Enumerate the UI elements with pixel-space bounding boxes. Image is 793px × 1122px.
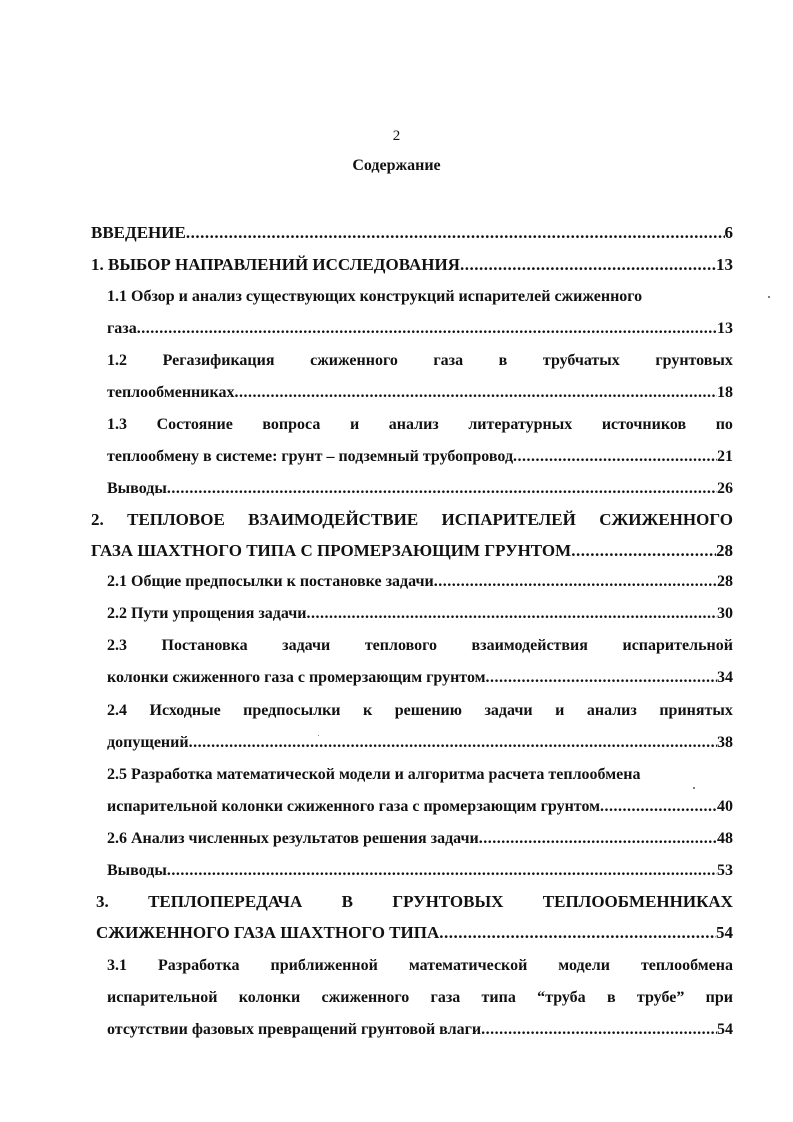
toc-word: Разработка bbox=[158, 957, 240, 974]
toc-entry-chapter-2-line-2 bbox=[91, 539, 733, 563]
scan-speck bbox=[318, 735, 319, 736]
toc-word: к bbox=[363, 702, 373, 719]
toc-entry-chapter-1 bbox=[91, 253, 733, 277]
toc-entry-2-3-line-2 bbox=[107, 666, 733, 690]
toc-dot-leader bbox=[513, 445, 717, 469]
toc-entry-title: 2.1 Общие предпосылки к постановке задачи bbox=[107, 573, 434, 590]
toc-entry-1-1-line-1 bbox=[107, 285, 733, 309]
toc-word: трубчатых bbox=[542, 352, 620, 369]
toc-word: теплообмена bbox=[640, 957, 733, 974]
toc-dot-leader bbox=[167, 477, 717, 501]
toc-word: ТЕПЛОВОЕ bbox=[127, 510, 225, 529]
toc-word: теплового bbox=[364, 637, 437, 654]
toc-page-number: 53 bbox=[717, 862, 733, 879]
toc-word: сжиженного bbox=[321, 989, 410, 1006]
toc-word: предпосылки bbox=[243, 702, 341, 719]
toc-page-number: 28 bbox=[716, 541, 733, 560]
toc-dot-leader bbox=[460, 253, 716, 277]
toc-word: решению bbox=[394, 702, 462, 719]
toc-entry-1-1-line-2 bbox=[107, 317, 733, 341]
toc-entry-1-2-line-1 bbox=[107, 349, 733, 373]
toc-word: 2. bbox=[91, 510, 104, 529]
toc-page-number: 13 bbox=[717, 320, 733, 337]
toc-entry-title: 1. ВЫБОР НАПРАВЛЕНИЙ ИССЛЕДОВАНИЯ bbox=[91, 255, 460, 274]
toc-word: источников bbox=[601, 416, 687, 433]
toc-word: Постановка bbox=[161, 637, 248, 654]
toc-entry-2-5-line-2 bbox=[107, 795, 733, 819]
toc-page-number: 34 bbox=[717, 669, 733, 686]
toc-word: ИСПАРИТЕЛЕЙ bbox=[441, 510, 576, 529]
toc-word: СЖИЖЕННОГО bbox=[599, 510, 733, 529]
toc-word: анализ bbox=[388, 416, 439, 433]
toc-dot-leader bbox=[481, 1018, 717, 1042]
toc-entry-title: колонки сжиженного газа с промерзающим грунтом bbox=[107, 669, 486, 686]
toc-page-number: 6 bbox=[724, 223, 733, 242]
toc-word: в bbox=[498, 352, 508, 369]
toc-dot-leader bbox=[486, 666, 717, 690]
toc-entry-1-2-line-2 bbox=[107, 381, 733, 405]
toc-word: задачи bbox=[282, 637, 331, 654]
toc-entry-2-1 bbox=[107, 570, 733, 594]
toc-entry-title: отсутствии фазовых превращений грунтовой влаги bbox=[107, 1021, 482, 1038]
toc-word: Исходные bbox=[149, 702, 221, 719]
toc-entry-1-3-line-1 bbox=[107, 413, 733, 437]
toc-entry-2-2 bbox=[107, 602, 733, 626]
toc-page-number: 30 bbox=[717, 605, 733, 622]
toc-entry-title: ГАЗА ШАХТНОГО ТИПА С ПРОМЕРЗАЮЩИМ ГРУНТОМ bbox=[91, 541, 572, 560]
toc-word: вопроса bbox=[262, 416, 321, 433]
toc-page-number: 38 bbox=[717, 734, 733, 751]
toc-word: 3. bbox=[96, 892, 109, 911]
toc-entry-1-3-line-2 bbox=[107, 445, 733, 469]
toc-word: взаимодействия bbox=[471, 637, 588, 654]
toc-word: испарительной bbox=[107, 989, 218, 1006]
toc-entry-title: Выводы bbox=[107, 862, 167, 879]
page-title: Содержание bbox=[352, 157, 441, 174]
toc-page-number: 26 bbox=[717, 480, 733, 497]
toc-word: литературных bbox=[468, 416, 573, 433]
toc-dot-leader bbox=[167, 859, 717, 883]
toc-page-number: 28 bbox=[717, 573, 733, 590]
toc-entry-title: испарительной колонки сжиженного газа с промерзающим грунтом bbox=[107, 798, 601, 815]
toc-entry-2-4-line-1 bbox=[107, 699, 733, 723]
toc-dot-leader bbox=[439, 921, 716, 945]
toc-page-number: 40 bbox=[717, 798, 733, 815]
toc-word: Состояние bbox=[156, 416, 233, 433]
toc-word: “труба bbox=[537, 989, 586, 1006]
toc-word: 1.2 bbox=[107, 352, 127, 369]
toc-word: анализ bbox=[586, 702, 637, 719]
toc-entry-title: допущений bbox=[107, 734, 189, 751]
toc-page-number: 54 bbox=[717, 1021, 733, 1038]
toc-entry-title: СЖИЖЕННОГО ГАЗА ШАХТНОГО ТИПА bbox=[96, 923, 440, 942]
toc-entry-chapter-3-line-2 bbox=[96, 921, 733, 945]
toc-entry-title: теплообменниках bbox=[107, 384, 235, 401]
toc-entry-3-1-line-2 bbox=[107, 986, 733, 1010]
toc-word: газа bbox=[430, 989, 461, 1006]
toc-dot-leader bbox=[189, 731, 717, 755]
toc-word: при bbox=[705, 989, 733, 1006]
toc-word: задачи bbox=[484, 702, 533, 719]
toc-word: 2.3 bbox=[107, 637, 127, 654]
toc-entry-chapter-2-line-1 bbox=[91, 508, 733, 532]
toc-entry-3-1-line-1 bbox=[107, 954, 733, 978]
toc-entry-title: газа bbox=[107, 320, 137, 337]
toc-word: В bbox=[341, 892, 353, 911]
toc-entry-intro bbox=[91, 221, 733, 245]
toc-word: типа bbox=[481, 989, 516, 1006]
toc-word: грунтовых bbox=[655, 352, 733, 369]
toc-page-number: 13 bbox=[716, 255, 733, 274]
toc-word: Регазификация bbox=[162, 352, 275, 369]
toc-dot-leader bbox=[571, 539, 716, 563]
toc-word: ТЕПЛООБМЕННИКАХ bbox=[542, 892, 733, 911]
toc-entry-title: 1.1 Обзор и анализ существующих конструкций испарителей сжиженного bbox=[107, 288, 643, 305]
toc-word: ГРУНТОВЫХ bbox=[392, 892, 504, 911]
toc-entry-title: теплообмену в системе: грунт – подземный трубопровод bbox=[107, 448, 514, 465]
toc-word: в bbox=[606, 989, 616, 1006]
toc-word: трубе” bbox=[636, 989, 685, 1006]
toc-word: модели bbox=[558, 957, 610, 974]
scan-speck bbox=[693, 787, 695, 789]
toc-word: и bbox=[349, 416, 360, 433]
toc-word: приближенной bbox=[270, 957, 378, 974]
toc-word: испарительной bbox=[622, 637, 733, 654]
toc-word: 1.3 bbox=[107, 416, 127, 433]
toc-word: принятых bbox=[659, 702, 733, 719]
toc-word: по bbox=[715, 416, 733, 433]
toc-word: ВЗАИМОДЕЙСТВИЕ bbox=[248, 510, 419, 529]
toc-entry-2-3-line-1 bbox=[107, 634, 733, 658]
toc-page-number: 54 bbox=[716, 923, 733, 942]
toc-dot-leader bbox=[186, 221, 725, 245]
toc-word: колонки bbox=[238, 989, 301, 1006]
toc-dot-leader bbox=[600, 795, 717, 819]
toc-entry-3-1-line-3 bbox=[107, 1018, 733, 1042]
toc-entry-chapter-1-conclusions bbox=[107, 477, 733, 501]
toc-entry-2-6 bbox=[107, 827, 733, 851]
toc-dot-leader bbox=[434, 570, 717, 594]
toc-entry-2-4-line-2 bbox=[107, 731, 733, 755]
toc-entry-title: ВВЕДЕНИЕ bbox=[91, 223, 186, 242]
toc-entry-chapter-3-line-1 bbox=[96, 890, 733, 914]
toc-word: ТЕПЛОПЕРЕДАЧА bbox=[148, 892, 303, 911]
toc-page-number: 21 bbox=[717, 448, 733, 465]
toc-entry-title: Выводы bbox=[107, 480, 167, 497]
toc-dot-leader bbox=[137, 317, 717, 341]
toc-word: 2.4 bbox=[107, 702, 127, 719]
toc-entry-title: 2.6 Анализ численных результатов решения задачи bbox=[107, 830, 479, 847]
toc-entry-title: 2.2 Пути упрощения задачи bbox=[107, 605, 307, 622]
scan-speck bbox=[768, 296, 770, 298]
toc-dot-leader bbox=[234, 381, 717, 405]
toc-word: сжиженного bbox=[310, 352, 398, 369]
page-number: 2 bbox=[392, 128, 401, 144]
toc-page-number: 48 bbox=[717, 830, 733, 847]
toc-dot-leader bbox=[479, 827, 717, 851]
toc-entry-chapter-2-conclusions bbox=[107, 859, 733, 883]
toc-word: и bbox=[555, 702, 565, 719]
toc-word: математической bbox=[408, 957, 528, 974]
toc-entry-title: 2.5 Разработка математической модели и алгоритма расчета теплообмена bbox=[107, 766, 641, 783]
toc-word: 3.1 bbox=[107, 957, 127, 974]
toc-entry-2-5-line-1 bbox=[107, 763, 733, 787]
toc-dot-leader bbox=[306, 602, 717, 626]
toc-word: газа bbox=[433, 352, 464, 369]
toc-page-number: 18 bbox=[717, 384, 733, 401]
